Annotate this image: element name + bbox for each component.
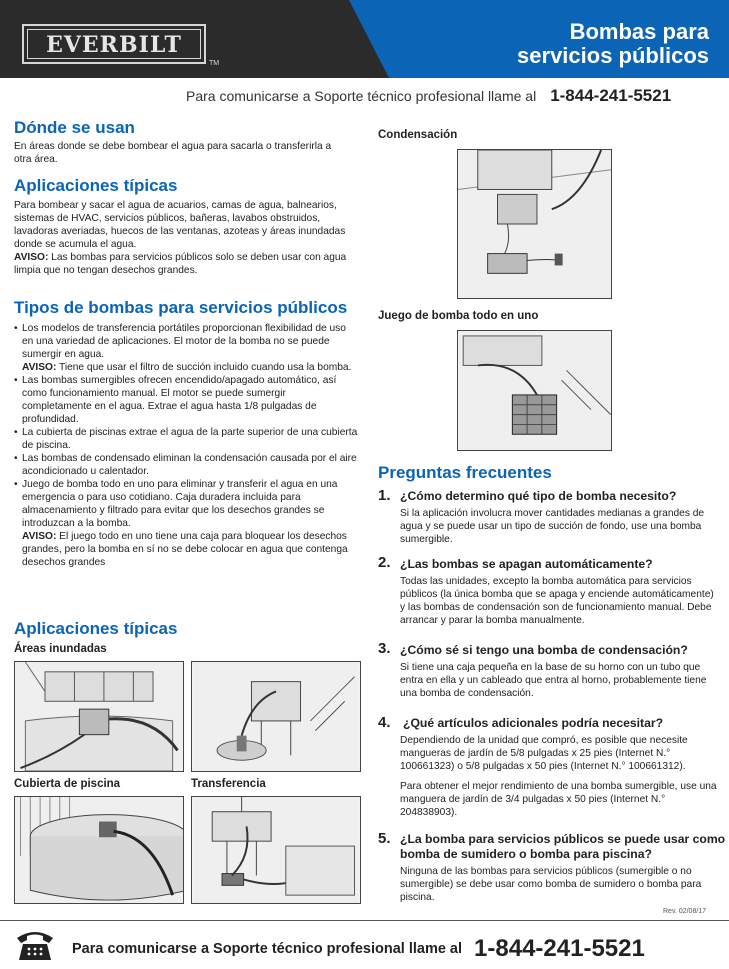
transfer-drawing [192, 797, 360, 903]
brand-logo-text: EVERBILT [27, 29, 201, 59]
where-used-text: En áreas donde se debe bombear el agua para sacarla o transferirla a otra área. [14, 141, 332, 165]
faq-2-question: ¿Las bombas se apagan automáticamente? [400, 557, 653, 571]
page-title-line2: servicios públicos [517, 43, 709, 68]
faq-5-question: ¿La bomba para servicios públicos se puede usar como bomba de sumidero o bomba para piscina? [400, 832, 726, 861]
condensation-drawing [458, 150, 611, 298]
notice-label: AVISO: [22, 362, 57, 373]
transfer-illustration [191, 796, 361, 904]
condensation-illustration [457, 149, 612, 299]
faq-5-answer: Ninguna de las bombas para servicios públicos (sumergible o no sumergible) se debe usar como bomba de sumidero o bomba para piscina. [400, 866, 702, 903]
notice-text: Tiene que usar el filtro de succión incluido cuando usa la bomba. [56, 362, 352, 373]
contact-header-phone[interactable]: 1-844-241-5521 [550, 86, 672, 105]
faq-4-question: ¿Qué artículos adicionales podría necesitar? [403, 716, 664, 730]
typical-apps-block [14, 199, 360, 277]
caption-pool-cover: Cubierta de piscina [14, 778, 121, 790]
notice-label: AVISO: [14, 252, 49, 263]
pump-type-portable: • Los modelos de transferencia portátiles proporcionan flexibilidad de uso en una variedad de aplicaciones. El motor de la bomba no se puede sumergir en agua. [14, 322, 358, 361]
pump-type-submersible: • Las bombas sumergibles ofrecen encendido/apagado automático, así como funcionamiento manual. El motor se puede sumergir completamente en el agua. Extrae el agua hasta 1/8 pulgadas de profundidad. [14, 374, 358, 426]
faq-3-answer: Si tiene una caja pequeña en la base de su horno con un tubo que entra en ella y un cableado que entra al horno, probablemente tiene una bomba de condensación. [400, 662, 707, 699]
faq-2-number: 2. [378, 554, 391, 571]
telephone-icon [15, 928, 55, 962]
faq-4-answer-extra: Para obtener el mejor rendimiento de una bomba sumergible, use una manguera de jardín de 3/4 pulgadas x 50 pies (Internet N.° 204838903). [400, 781, 717, 818]
pump-type-portable-notice [14, 361, 358, 374]
pool-cover-illustration [14, 796, 184, 904]
pool-cover-drawing [15, 797, 183, 903]
header-bar [0, 0, 729, 78]
all-in-one-illustration [457, 330, 612, 451]
typical-apps-notice [14, 251, 360, 277]
flooded-window-illustration [14, 661, 184, 772]
all-in-one-drawing [458, 331, 611, 450]
page-title [517, 20, 709, 68]
faq-1-number: 1. [378, 487, 391, 504]
revision-date: Rev. 02/08/17 [663, 908, 707, 915]
pump-type-all-in-one: • Juego de bomba todo en uno para eliminar y transferir el agua en una emergencia o para uso cotidiano. Caja duradera incluida para almacenamiento y filtrado para evitar que los desechos grandes se introduzcan a la bomba. [14, 478, 358, 530]
notice-text: El juego todo en uno tiene una caja para bloquear los desechos grandes, pero la bomba en sí no se debe colocar en agua que contenga desechos grandes [22, 531, 348, 568]
pump-type-pool-cover: • La cubierta de piscinas extrae el agua de la parte superior de una cubierta de piscina. [14, 426, 358, 452]
page-title-line1: Bombas para [569, 19, 709, 44]
flooded-basement-illustration [191, 661, 361, 772]
pump-types-heading: Tipos de bombas para servicios públicos [14, 298, 348, 317]
faq-4-number: 4. [378, 714, 391, 731]
faq-1-question: ¿Cómo determino qué tipo de bomba necesito? [400, 489, 677, 503]
typical-apps-text: Para bombear y sacar el agua de acuarios, camas de agua, balnearios, sistemas de HVAC, servicios públicos, bañeras, lavabos obstruidos, lavadoras averiadas, huecos de las ventanas, azoteas y áreas inundadas donde se acumula el agua. [14, 200, 346, 250]
faq-heading: Preguntas frecuentes [378, 463, 552, 482]
footer-divider [0, 920, 729, 921]
pump-type-condensate: • Las bombas de condensado eliminan la condensación causada por el aire acondicionado u calentador. [14, 452, 358, 478]
caption-flooded-areas: Áreas inundadas [14, 643, 107, 655]
caption-all-in-one: Juego de bomba todo en uno [378, 310, 539, 322]
faq-5-number: 5. [378, 830, 391, 847]
typical-apps-heading: Aplicaciones típicas [14, 176, 178, 195]
flooded-basement-drawing [192, 662, 360, 771]
contact-footer [72, 935, 645, 963]
notice-label: AVISO: [22, 531, 57, 542]
trademark-mark: TM [209, 60, 220, 67]
contact-header [186, 86, 716, 106]
notice-text: Las bombas para servicios públicos solo se deben usar con agua limpia que no tengan desechos grandes. [14, 252, 347, 276]
contact-footer-text: Para comunicarse a Soporte técnico profesional llame al [72, 941, 463, 957]
caption-transfer: Transferencia [191, 778, 266, 790]
pump-types-list [14, 322, 358, 569]
faq-1-answer: Si la aplicación involucra mover cantidades medianas a grandes de agua y se puede usar un tipo de succión de fondo, use una bomba sumergible. [400, 508, 705, 545]
contact-footer-phone[interactable]: 1-844-241-5521 [474, 935, 645, 962]
contact-header-text: Para comunicarse a Soporte técnico profesional llame al [186, 88, 537, 104]
faq-3-number: 3. [378, 640, 391, 657]
faq-4-answer: Dependiendo de la unidad que compró, es posible que necesite mangueras de jardín de 5/8 pulgadas x 25 pies (Internet N.° 100661323) o 5/8 pulgadas x 50 pies (Internet N.° 100661312). [400, 735, 688, 772]
brand-logo [22, 24, 206, 64]
faq-2-answer: Todas las unidades, excepto la bomba automática para servicios públicos (la única bomba que se apaga y enciende automáticamente) y las bombas de condensación son de funcionamiento manual. Debe arrancar y parar la bomba manualmente. [400, 576, 714, 626]
faq-3-question: ¿Cómo sé si tengo una bomba de condensación? [400, 643, 688, 657]
typical-apps-2-heading: Aplicaciones típicas [14, 619, 178, 638]
caption-condensation: Condensación [378, 129, 458, 141]
flooded-window-drawing [15, 662, 183, 771]
pump-type-all-in-one-notice [14, 530, 358, 569]
where-used-heading: Dónde se usan [14, 118, 135, 137]
